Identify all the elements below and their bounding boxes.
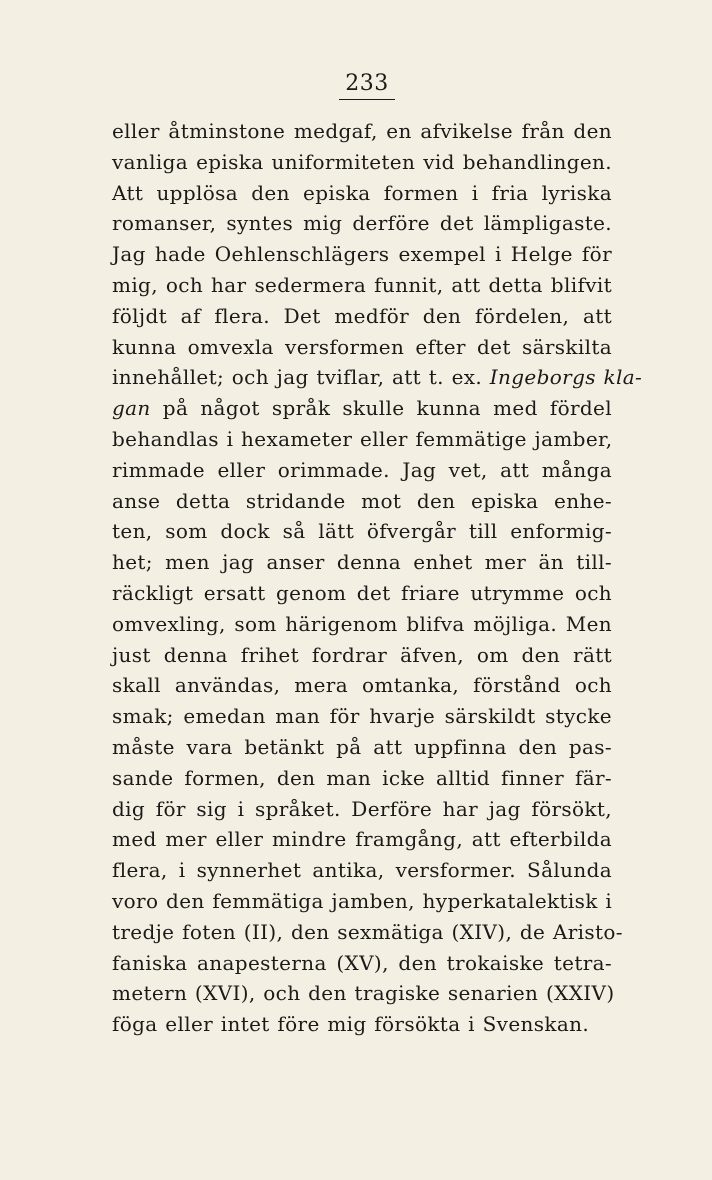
text-line: tredje foten (II), den sexmätiga (XIV), de Aristo-: [112, 919, 623, 944]
text-line: just denna frihet fordrar äfven, om den rätt: [112, 642, 612, 667]
text-line: gan på något språk skulle kunna med fördel: [112, 396, 612, 421]
text-line: vanliga episka uniformiteten vid behandlingen.: [112, 149, 612, 174]
text-line: het; men jag anser denna enhet mer än till-: [112, 550, 612, 575]
text-line: metern (XVI), och den tragiske senarien (XXIV): [112, 981, 615, 1006]
text-line: smak; emedan man för hvarje särskildt stycke: [112, 704, 612, 729]
text-line: anse detta stridande mot den episka enhe-: [112, 488, 612, 513]
text-line: sande formen, den man icke alltid finner fär-: [112, 765, 612, 790]
text-line: ten, som dock så lätt öfvergår till enformig-: [112, 519, 612, 544]
italic-title: Ingeborgs kla-: [489, 365, 643, 390]
body-text: [112, 116, 643, 1040]
text-line: rimmade eller orimmade. Jag vet, att många: [112, 457, 612, 482]
text-line: omvexling, som härigenom blifva möjliga. Men: [112, 611, 612, 636]
text-line: dig för sig i språket. Derföre har jag försökt,: [112, 796, 612, 821]
text-line: föga eller intet före mig försökta i Svenskan.: [112, 1012, 590, 1037]
text-line: romanser, syntes mig derföre det lämpligaste.: [112, 211, 612, 236]
text-line: kunna omvexla versformen efter det särskilta: [112, 334, 612, 359]
text-line: flera, i synnerhet antika, versformer. Sålunda: [112, 858, 612, 883]
text-line: räckligt ersatt genom det friare utrymme och: [112, 580, 612, 605]
text-line: behandlas i hexameter eller femmätige jamber,: [112, 426, 613, 451]
page-number: 233: [0, 70, 712, 100]
italic-title: gan: [112, 396, 151, 421]
text-line: faniska anapesterna (XV), den trokaiske tetra-: [112, 950, 612, 975]
text-line: måste vara betänkt på att uppfinna den pas-: [112, 734, 612, 759]
text-line: med mer eller mindre framgång, att efterbilda: [112, 827, 612, 852]
text-line: Jag hade Oehlenschlägers exempel i Helge för: [112, 242, 612, 267]
text-line: mig, och har sedermera funnit, att detta blifvit: [112, 272, 612, 297]
text-line: innehållet; och jag tviflar, att t. ex. Ingeborgs kla-: [112, 365, 643, 390]
text-line: Att upplösa den episka formen i fria lyriska: [112, 180, 612, 205]
text-line: skall användas, mera omtanka, förstånd och: [112, 673, 612, 698]
text-line: eller åtminstone medgaf, en afvikelse från den: [112, 119, 612, 143]
text-line: följdt af flera. Det medför den fördelen, att: [112, 303, 612, 328]
text-line: voro den femmätiga jamben, hyperkatalektisk i: [112, 888, 613, 913]
